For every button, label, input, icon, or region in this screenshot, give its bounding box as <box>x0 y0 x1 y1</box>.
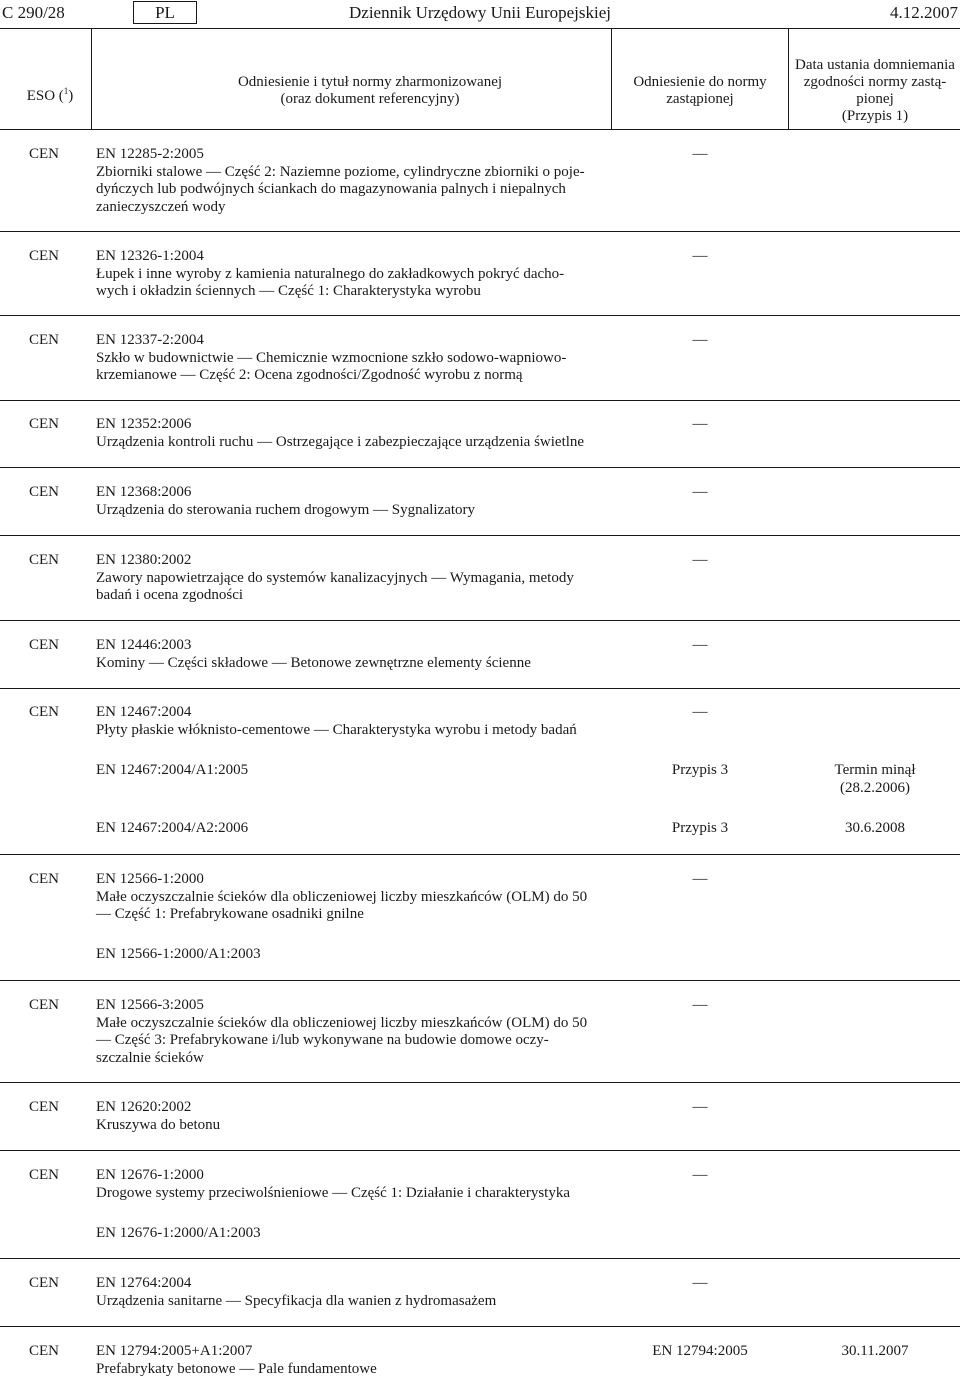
superseded-standard: — <box>692 332 708 348</box>
table-header-rule <box>0 129 960 130</box>
standard-title: Płyty płaskie włóknisto-cementowe — Charakterystyka wyrobu i metody badań <box>96 721 577 738</box>
superseded-standard: — <box>692 871 708 887</box>
column-header-superseded: Odniesienie do normy zastąpionej <box>633 74 767 107</box>
standard-entry <box>96 997 606 1067</box>
amendment-date: 30.6.2008 <box>845 820 905 836</box>
eso-code: CEN <box>29 1343 59 1359</box>
column-divider <box>91 29 92 129</box>
superseded-standard: — <box>692 552 708 568</box>
standard-title: wych i okładzin ściennych — Część 1: Charakterystyka wyrobu <box>96 283 481 299</box>
standard-reference: EN 12326-1:2004 <box>96 248 204 264</box>
page-header <box>0 0 960 26</box>
standard-reference: EN 12620:2002 <box>96 1099 192 1115</box>
standard-entry <box>96 332 606 385</box>
superseded-standard: — <box>692 1167 708 1183</box>
column-header-eso: ESO ($^1$) <box>26 86 74 104</box>
superseded-standard: EN 12794:2005 <box>652 1343 748 1359</box>
cessation-date: 30.11.2007 <box>841 1343 909 1359</box>
eso-code: CEN <box>29 871 59 887</box>
standard-reference: EN 12380:2002 <box>96 552 192 568</box>
page-number: C 290/28 <box>2 3 65 22</box>
row-rule <box>0 1326 960 1327</box>
standard-title: Prefabrykaty betonowe — Pale fundamentowe <box>96 1360 377 1377</box>
standard-entry <box>96 1343 606 1378</box>
column-divider <box>788 29 789 129</box>
column-header-date: Data ustania domniemania zgodności normy zastą- pionej (Przypis 1) <box>795 57 955 124</box>
standard-title: Małe oczyszczalnie ścieków dla obliczeniowej liczby mieszkańców (OLM) do 50 <box>96 888 588 905</box>
superseded-standard: — <box>692 997 708 1013</box>
standard-entry <box>96 416 606 451</box>
column-divider <box>611 29 612 129</box>
eso-code: CEN <box>29 1099 59 1115</box>
standard-title: — Część 3: Prefabrykowane i/lub wykonywane na budowie domowe oczy- <box>96 1032 549 1048</box>
standard-title: Drogowe systemy przeciwolśnieniowe — Część 1: Działanie i charakterystyka <box>96 1184 571 1201</box>
journal-title: Dziennik Urzędowy Unii Europejskiej <box>349 3 612 22</box>
row-rule <box>0 535 960 536</box>
row-rule <box>0 231 960 232</box>
eso-code: CEN <box>29 484 59 500</box>
standard-title: badań i ocena zgodności <box>96 587 244 603</box>
row-rule <box>0 980 960 981</box>
standard-title: Szkło w budownictwie — Chemicznie wzmocnione szkło sodowo-wapniowo- <box>96 349 567 366</box>
superseded-standard: — <box>692 248 708 264</box>
row-rule <box>0 688 960 689</box>
standard-title: Małe oczyszczalnie ścieków dla obliczeniowej liczby mieszkańców (OLM) do 50 <box>96 1014 588 1031</box>
standard-entry <box>96 1167 606 1202</box>
row-rule <box>0 854 960 855</box>
standard-title: zanieczyszczeń wody <box>96 198 226 215</box>
standard-entry <box>96 484 606 519</box>
eso-code: CEN <box>29 1167 59 1183</box>
row-rule <box>0 1082 960 1083</box>
standard-reference: EN 12764:2004 <box>96 1275 192 1291</box>
standard-title: Kruszywa do betonu <box>96 1116 221 1133</box>
standard-entry <box>96 248 606 301</box>
standard-reference: EN 12337-2:2004 <box>96 332 204 348</box>
standard-title: szczalnie ścieków <box>96 1049 204 1066</box>
amendment-superseded: Przypis 3 <box>671 820 729 836</box>
standard-title: Zbiorniki stalowe — Część 2: Naziemne poziome, cylindryczne zbiorniki o poje- <box>96 163 585 180</box>
eso-code: CEN <box>29 552 59 568</box>
superseded-standard: — <box>692 416 708 432</box>
standard-title: — Część 1: Prefabrykowane osadniki gnilne <box>96 906 364 922</box>
row-rule <box>0 620 960 621</box>
amendment-date: Termin minął (28.2.2006) <box>834 762 916 796</box>
row-rule <box>0 1258 960 1259</box>
row-rule <box>0 1150 960 1151</box>
superseded-standard: — <box>692 146 708 162</box>
standard-title: Urządzenia do sterowania ruchem drogowym — Sygnalizatory <box>96 501 476 518</box>
amendment-reference: EN 12676-1:2000/A1:2003 <box>96 1225 261 1241</box>
eso-code: CEN <box>29 146 59 162</box>
amendment-reference: EN 12467:2004/A1:2005 <box>96 762 249 778</box>
amendment-reference: EN 12566-1:2000/A1:2003 <box>96 946 261 962</box>
superseded-standard: — <box>692 1275 708 1291</box>
row-rule <box>0 400 960 401</box>
eso-code: CEN <box>29 1275 59 1291</box>
amendment-superseded: Przypis 3 <box>671 762 729 778</box>
standard-entry <box>96 637 606 672</box>
amendment-reference: EN 12467:2004/A2:2006 <box>96 820 249 836</box>
eso-code: CEN <box>29 704 59 720</box>
standard-entry <box>96 871 606 924</box>
standard-reference: EN 12285-2:2005 <box>96 146 204 162</box>
publication-date: 4.12.2007 <box>890 3 958 22</box>
standard-reference: EN 12676-1:2000 <box>96 1167 204 1183</box>
standard-reference: EN 12352:2006 <box>96 416 192 432</box>
eso-code: CEN <box>29 332 59 348</box>
standard-title: Zawory napowietrzające do systemów kanalizacyjnych — Wymagania, metody <box>96 569 574 586</box>
standard-reference: EN 12368:2006 <box>96 484 192 500</box>
superseded-standard: — <box>692 1099 708 1115</box>
header-rule <box>0 28 960 29</box>
language-badge: PL <box>133 1 197 24</box>
standard-entry <box>96 1099 606 1134</box>
standard-reference: EN 12566-3:2005 <box>96 997 204 1013</box>
standard-entry <box>96 1275 606 1310</box>
standard-title: Łupek i inne wyroby z kamienia naturalnego do zakładkowych pokryć dacho- <box>96 265 565 282</box>
eso-code: CEN <box>29 416 59 432</box>
superseded-standard: — <box>692 484 708 500</box>
standard-entry <box>96 704 606 739</box>
standard-title: Urządzenia kontroli ruchu — Ostrzegające i zabezpieczające urządzenia świetlne <box>96 433 585 450</box>
column-header-reference: Odniesienie i tytuł normy zharmonizowanej (oraz dokument referencyjny) <box>237 74 503 107</box>
eso-code: CEN <box>29 637 59 653</box>
superseded-standard: — <box>692 637 708 653</box>
standard-title: dyńczych lub podwójnych ściankach do magazynowania palnych i niepalnych <box>96 181 566 197</box>
standard-title: krzemianowe — Część 2: Ocena zgodności/Zgodność wyrobu z normą <box>96 367 523 383</box>
row-rule <box>0 315 960 316</box>
standard-reference: EN 12446:2003 <box>96 637 192 653</box>
eso-code: CEN <box>29 997 59 1013</box>
standard-reference: EN 12566-1:2000 <box>96 871 204 887</box>
standard-title: Urządzenia sanitarne — Specyfikacja dla wanien z hydromasażem <box>96 1292 497 1309</box>
standard-reference: EN 12467:2004 <box>96 704 192 720</box>
standard-entry <box>96 552 606 605</box>
eso-code: CEN <box>29 248 59 264</box>
row-rule <box>0 467 960 468</box>
standard-entry <box>96 146 606 216</box>
standard-title: Kominy — Części składowe — Betonowe zewnętrzne elementy ścienne <box>96 654 531 671</box>
superseded-standard: — <box>692 704 708 720</box>
standard-reference: EN 12794:2005+A1:2007 <box>96 1343 253 1359</box>
